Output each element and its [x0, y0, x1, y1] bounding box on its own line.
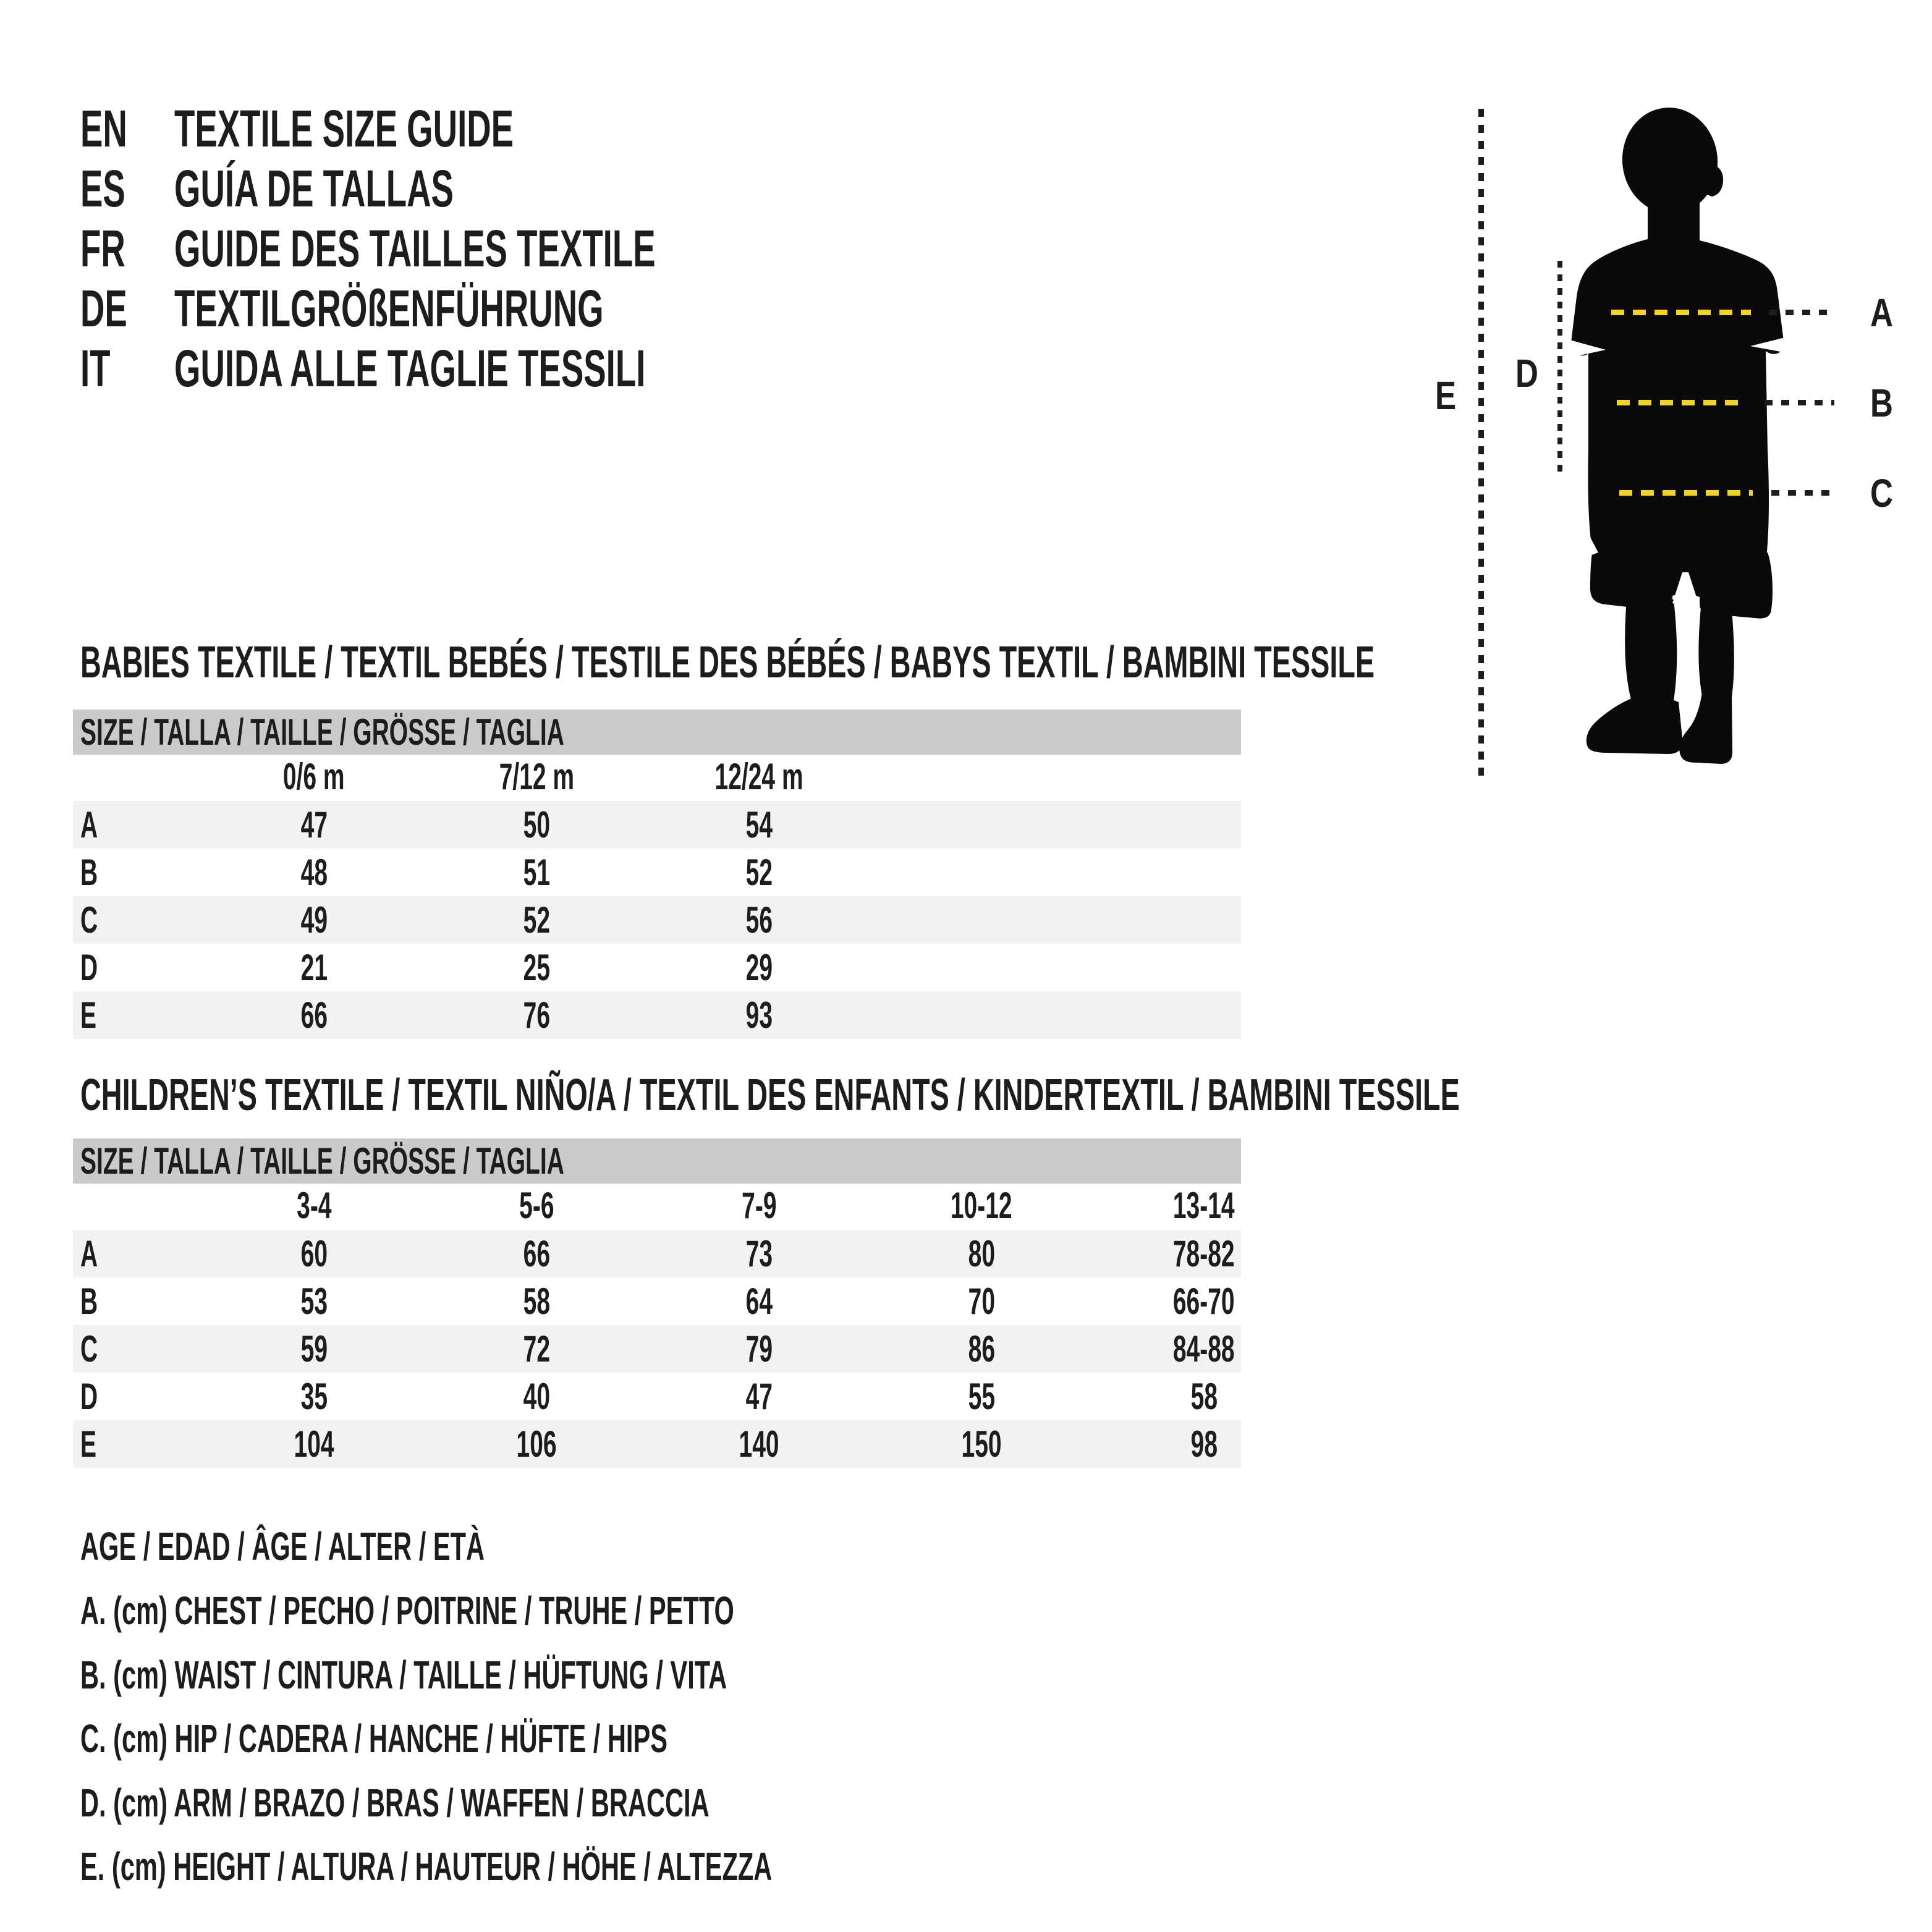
table-row	[73, 1420, 1241, 1468]
hip-line-yellow	[1619, 490, 1753, 496]
row-label: D	[80, 1376, 98, 1417]
chest-line-yellow	[1611, 310, 1751, 315]
figure-label-hip: C	[1870, 471, 1893, 515]
cell: 86	[968, 1328, 995, 1370]
row-label: E	[80, 994, 97, 1036]
cell: 72	[523, 1328, 550, 1370]
language-title: GUÍA DE TALLAS	[174, 159, 454, 218]
language-title: GUIDE DES TAILLES TEXTILE	[174, 219, 656, 278]
language-title: TEXTILGRÖßENFÜHRUNG	[174, 279, 604, 337]
cell: 40	[523, 1376, 550, 1417]
language-title: GUIDA ALLE TAGLIE TESSILI	[174, 339, 646, 397]
cell: 66	[523, 1233, 550, 1274]
cell: 64	[745, 1281, 773, 1322]
cell: 84-88	[1173, 1328, 1235, 1370]
cell: 73	[745, 1233, 773, 1274]
legend-line-hip: C. (cm) HIP / CADERA / HANCHE / HÜFTE / HIPS	[80, 1716, 667, 1761]
cell: 53	[300, 1281, 328, 1322]
column-header: 10-12	[951, 1185, 1012, 1226]
table-row	[73, 991, 1241, 1039]
figure-label-waist: B	[1870, 381, 1893, 425]
children-column-headers	[73, 1184, 1241, 1227]
cell: 79	[745, 1328, 773, 1370]
cell: 48	[300, 852, 328, 893]
table-row	[73, 896, 1241, 944]
language-code: EN	[80, 100, 127, 158]
cell: 56	[745, 899, 773, 941]
row-label: E	[80, 1423, 97, 1465]
cell: 52	[745, 852, 773, 893]
table-row	[73, 1277, 1241, 1325]
legend-line-arm: D. (cm) ARM / BRAZO / BRAS / WAFFEN / BRACCIA	[80, 1781, 710, 1825]
cell: 47	[745, 1376, 773, 1417]
figure-label-height: E	[1434, 373, 1456, 418]
cell: 58	[523, 1281, 550, 1322]
column-header: 7-9	[741, 1185, 777, 1226]
language-code: ES	[80, 159, 125, 218]
cell: 54	[745, 804, 773, 845]
cell: 25	[523, 947, 550, 988]
cell: 59	[300, 1328, 328, 1370]
cell: 51	[523, 852, 550, 893]
cell: 21	[300, 947, 328, 988]
cell: 66-70	[1173, 1281, 1235, 1322]
cell: 35	[300, 1376, 328, 1417]
row-label: A	[80, 1233, 98, 1274]
column-header: 3-4	[296, 1185, 332, 1226]
row-label: B	[80, 852, 98, 893]
row-label: D	[80, 947, 98, 988]
figure-label-chest: A	[1870, 290, 1893, 335]
cell: 47	[300, 804, 328, 845]
cell: 80	[968, 1233, 995, 1274]
babies-size-header-bar: SIZE / TALLA / TAILLE / GRÖSSE / TAGLIA	[73, 710, 1241, 755]
column-header: 7/12 m	[499, 756, 574, 797]
column-header: 12/24 m	[714, 756, 803, 797]
figure-label-arm: D	[1515, 351, 1538, 396]
language-code: DE	[80, 279, 127, 337]
cell: 93	[745, 994, 773, 1036]
chest-line-black	[1769, 310, 1834, 315]
cell: 150	[961, 1423, 1002, 1465]
legend-line-age: AGE / EDAD / ÂGE / ALTER / ETÀ	[80, 1524, 485, 1569]
hip-line-black	[1771, 490, 1834, 496]
row-label: C	[80, 1328, 98, 1370]
cell: 60	[300, 1233, 328, 1274]
row-label: B	[80, 1281, 98, 1322]
cell: 140	[739, 1423, 779, 1465]
waist-line-yellow	[1617, 400, 1743, 405]
table-row	[73, 1325, 1241, 1373]
cell: 98	[1190, 1423, 1218, 1465]
cell: 29	[745, 947, 773, 988]
babies-column-headers	[73, 755, 1241, 799]
column-header: 13-14	[1173, 1185, 1235, 1226]
cell: 78-82	[1173, 1233, 1235, 1274]
children-size-header-bar: SIZE / TALLA / TAILLE / GRÖSSE / TAGLIA	[73, 1138, 1241, 1184]
cell: 66	[300, 994, 328, 1036]
language-title: TEXTILE SIZE GUIDE	[174, 100, 514, 158]
cell: 106	[516, 1423, 557, 1465]
children-section-title: CHILDREN’S TEXTILE / TEXTIL NIÑO/A / TEXTIL DES ENFANTS / KINDERTEXTIL / BAMBINI TESSILE	[80, 1070, 1460, 1120]
language-code: IT	[80, 339, 111, 397]
table-row	[73, 1373, 1241, 1420]
waist-line-black	[1765, 400, 1834, 405]
legend-line-chest: A. (cm) CHEST / PECHO / POITRINE / TRUHE / PETTO	[80, 1588, 734, 1633]
cell: 49	[300, 899, 328, 941]
cell: 58	[1190, 1376, 1218, 1417]
table-row	[73, 849, 1241, 896]
legend-line-waist: B. (cm) WAIST / CINTURA / TAILLE / HÜFTUNG / VITA	[80, 1653, 727, 1697]
table-row	[73, 1230, 1241, 1277]
language-code: FR	[80, 219, 125, 278]
cell: 52	[523, 899, 550, 941]
cell: 55	[968, 1376, 995, 1417]
cell: 76	[523, 994, 550, 1036]
legend-line-height: E. (cm) HEIGHT / ALTURA / HAUTEUR / HÖHE / ALTEZZA	[80, 1844, 773, 1889]
row-label: A	[80, 804, 98, 845]
cell: 104	[294, 1423, 334, 1465]
table-row	[73, 801, 1241, 849]
cell: 70	[968, 1281, 995, 1322]
cell: 50	[523, 804, 550, 845]
babies-section-title: BABIES TEXTILE / TEXTIL BEBÉS / TESTILE DES BÉBÉS / BABYS TEXTIL / BAMBINI TESSILE	[80, 638, 1375, 687]
column-header: 0/6 m	[283, 756, 345, 797]
row-label: C	[80, 899, 98, 941]
table-row	[73, 944, 1241, 991]
column-header: 5-6	[519, 1185, 554, 1226]
